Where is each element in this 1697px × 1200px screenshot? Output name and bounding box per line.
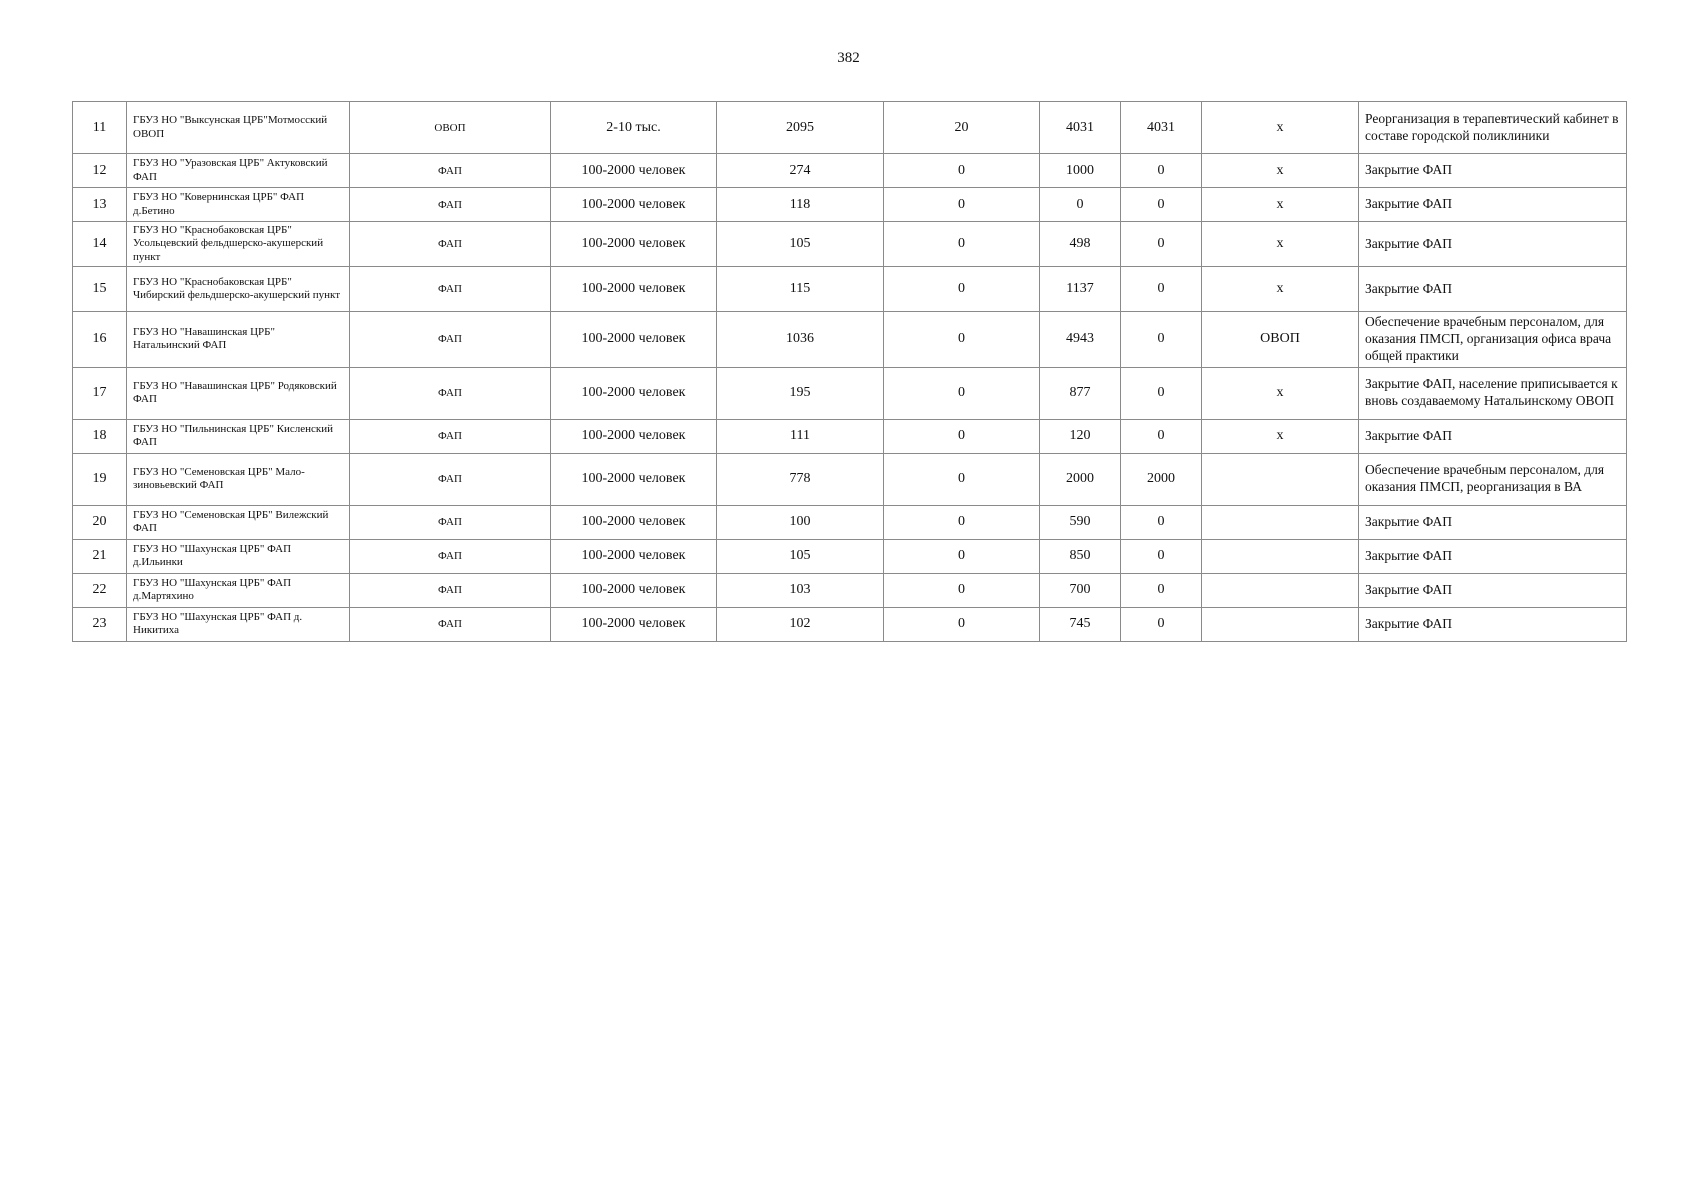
value-1: 1036 xyxy=(717,312,884,368)
table-row xyxy=(73,419,1627,453)
table-row xyxy=(73,607,1627,641)
table-row xyxy=(73,539,1627,573)
table-body xyxy=(73,102,1627,642)
value-2: 0 xyxy=(884,367,1040,419)
value-4: 0 xyxy=(1121,222,1202,267)
planned-action: Обеспечение врачебным персоналом, для оказания ПМСП, реорганизация в ВА xyxy=(1359,453,1627,505)
table-row xyxy=(73,188,1627,222)
organization-name: ГБУЗ НО "Уразовская ЦРБ" Актуковский ФАП xyxy=(127,154,350,188)
value-1: 105 xyxy=(717,539,884,573)
facility-type: ФАП xyxy=(350,188,551,222)
population-group: 100-2000 человек xyxy=(551,505,717,539)
row-number: 20 xyxy=(73,505,127,539)
value-1: 102 xyxy=(717,607,884,641)
proposed-type: х xyxy=(1202,267,1359,312)
value-4: 0 xyxy=(1121,367,1202,419)
value-1: 111 xyxy=(717,419,884,453)
planned-action: Закрытие ФАП xyxy=(1359,505,1627,539)
table-row xyxy=(73,453,1627,505)
value-2: 0 xyxy=(884,419,1040,453)
value-2: 0 xyxy=(884,573,1040,607)
population-group: 100-2000 человек xyxy=(551,573,717,607)
value-4: 0 xyxy=(1121,419,1202,453)
organization-name: ГБУЗ НО "Ковернинская ЦРБ" ФАП д.Бетино xyxy=(127,188,350,222)
row-number: 21 xyxy=(73,539,127,573)
organization-name: ГБУЗ НО "Выксунская ЦРБ"Мотмосский ОВОП xyxy=(127,102,350,154)
table-row xyxy=(73,267,1627,312)
value-2: 0 xyxy=(884,505,1040,539)
value-1: 115 xyxy=(717,267,884,312)
row-number: 12 xyxy=(73,154,127,188)
organization-name: ГБУЗ НО "Шахунская ЦРБ" ФАП д.Ильинки xyxy=(127,539,350,573)
value-1: 778 xyxy=(717,453,884,505)
proposed-type xyxy=(1202,573,1359,607)
population-group: 100-2000 человек xyxy=(551,267,717,312)
proposed-type: х xyxy=(1202,188,1359,222)
facility-type: ФАП xyxy=(350,419,551,453)
facility-type: ФАП xyxy=(350,312,551,368)
population-group: 100-2000 человек xyxy=(551,154,717,188)
value-3: 498 xyxy=(1040,222,1121,267)
organization-name: ГБУЗ НО "Шахунская ЦРБ" ФАП д.Мартяхино xyxy=(127,573,350,607)
facility-type: ФАП xyxy=(350,367,551,419)
page-number: 382 xyxy=(837,50,860,66)
row-number: 18 xyxy=(73,419,127,453)
population-group: 100-2000 человек xyxy=(551,188,717,222)
proposed-type: х xyxy=(1202,367,1359,419)
value-3: 590 xyxy=(1040,505,1121,539)
planned-action: Закрытие ФАП xyxy=(1359,222,1627,267)
value-2: 0 xyxy=(884,607,1040,641)
value-3: 120 xyxy=(1040,419,1121,453)
proposed-type xyxy=(1202,539,1359,573)
population-group: 100-2000 человек xyxy=(551,539,717,573)
value-2: 0 xyxy=(884,188,1040,222)
planned-action: Закрытие ФАП xyxy=(1359,573,1627,607)
proposed-type: ОВОП xyxy=(1202,312,1359,368)
population-group: 100-2000 человек xyxy=(551,419,717,453)
row-number: 11 xyxy=(73,102,127,154)
proposed-type: х xyxy=(1202,222,1359,267)
facility-type: ФАП xyxy=(350,267,551,312)
value-4: 0 xyxy=(1121,312,1202,368)
facility-type: ФАП xyxy=(350,222,551,267)
value-3: 1137 xyxy=(1040,267,1121,312)
value-4: 0 xyxy=(1121,607,1202,641)
table-row xyxy=(73,367,1627,419)
value-3: 700 xyxy=(1040,573,1121,607)
value-1: 105 xyxy=(717,222,884,267)
facility-type: ФАП xyxy=(350,539,551,573)
value-4: 0 xyxy=(1121,188,1202,222)
facility-type: ФАП xyxy=(350,453,551,505)
population-group: 100-2000 человек xyxy=(551,453,717,505)
facility-type: ОВОП xyxy=(350,102,551,154)
organization-name: ГБУЗ НО "Пильнинская ЦРБ" Кисленский ФАП xyxy=(127,419,350,453)
facilities-table xyxy=(72,101,1627,642)
facility-type: ФАП xyxy=(350,573,551,607)
value-2: 0 xyxy=(884,267,1040,312)
population-group: 100-2000 человек xyxy=(551,222,717,267)
value-3: 745 xyxy=(1040,607,1121,641)
planned-action: Закрытие ФАП xyxy=(1359,154,1627,188)
row-number: 23 xyxy=(73,607,127,641)
value-1: 195 xyxy=(717,367,884,419)
planned-action: Реорганизация в терапевтический кабинет в составе городской поликлиники xyxy=(1359,102,1627,154)
value-1: 100 xyxy=(717,505,884,539)
planned-action: Закрытие ФАП xyxy=(1359,539,1627,573)
proposed-type: х xyxy=(1202,102,1359,154)
row-number: 14 xyxy=(73,222,127,267)
value-3: 2000 xyxy=(1040,453,1121,505)
organization-name: ГБУЗ НО "Шахунская ЦРБ" ФАП д. Никитиха xyxy=(127,607,350,641)
value-4: 4031 xyxy=(1121,102,1202,154)
row-number: 17 xyxy=(73,367,127,419)
organization-name: ГБУЗ НО "Навашинская ЦРБ" Натальинский ФАП xyxy=(127,312,350,368)
proposed-type: х xyxy=(1202,419,1359,453)
planned-action: Закрытие ФАП xyxy=(1359,267,1627,312)
value-4: 0 xyxy=(1121,267,1202,312)
organization-name: ГБУЗ НО "Семеновская ЦРБ" Вилежский ФАП xyxy=(127,505,350,539)
value-3: 1000 xyxy=(1040,154,1121,188)
planned-action: Обеспечение врачебным персоналом, для оказания ПМСП, организация офиса врача общей практики xyxy=(1359,312,1627,368)
value-3: 850 xyxy=(1040,539,1121,573)
proposed-type xyxy=(1202,453,1359,505)
organization-name: ГБУЗ НО "Семеновская ЦРБ" Мало-зиновьевский ФАП xyxy=(127,453,350,505)
proposed-type xyxy=(1202,505,1359,539)
value-4: 0 xyxy=(1121,154,1202,188)
organization-name: ГБУЗ НО "Краснобаковская ЦРБ" Чибирский фельдшерско-акушерский пункт xyxy=(127,267,350,312)
value-1: 274 xyxy=(717,154,884,188)
table-row xyxy=(73,312,1627,368)
value-4: 0 xyxy=(1121,573,1202,607)
planned-action: Закрытие ФАП xyxy=(1359,607,1627,641)
row-number: 19 xyxy=(73,453,127,505)
value-4: 0 xyxy=(1121,539,1202,573)
population-group: 100-2000 человек xyxy=(551,367,717,419)
facility-type: ФАП xyxy=(350,154,551,188)
table-row xyxy=(73,573,1627,607)
table-row xyxy=(73,222,1627,267)
value-3: 0 xyxy=(1040,188,1121,222)
table-row xyxy=(73,154,1627,188)
value-3: 4031 xyxy=(1040,102,1121,154)
value-1: 103 xyxy=(717,573,884,607)
organization-name: ГБУЗ НО "Навашинская ЦРБ" Родяковский ФАП xyxy=(127,367,350,419)
value-3: 4943 xyxy=(1040,312,1121,368)
planned-action: Закрытие ФАП xyxy=(1359,188,1627,222)
value-2: 0 xyxy=(884,312,1040,368)
proposed-type xyxy=(1202,607,1359,641)
facility-type: ФАП xyxy=(350,505,551,539)
organization-name: ГБУЗ НО "Краснобаковская ЦРБ" Усольцевский фельдшерско-акушерский пункт xyxy=(127,222,350,267)
row-number: 16 xyxy=(73,312,127,368)
value-2: 0 xyxy=(884,154,1040,188)
facility-type: ФАП xyxy=(350,607,551,641)
value-2: 20 xyxy=(884,102,1040,154)
value-2: 0 xyxy=(884,453,1040,505)
value-1: 118 xyxy=(717,188,884,222)
value-4: 2000 xyxy=(1121,453,1202,505)
planned-action: Закрытие ФАП, население приписывается к вновь создаваемому Натальинскому ОВОП xyxy=(1359,367,1627,419)
proposed-type: х xyxy=(1202,154,1359,188)
population-group: 2-10 тыс. xyxy=(551,102,717,154)
row-number: 15 xyxy=(73,267,127,312)
value-2: 0 xyxy=(884,539,1040,573)
table-row xyxy=(73,505,1627,539)
population-group: 100-2000 человек xyxy=(551,312,717,368)
value-1: 2095 xyxy=(717,102,884,154)
row-number: 13 xyxy=(73,188,127,222)
value-4: 0 xyxy=(1121,505,1202,539)
row-number: 22 xyxy=(73,573,127,607)
planned-action: Закрытие ФАП xyxy=(1359,419,1627,453)
population-group: 100-2000 человек xyxy=(551,607,717,641)
table-row xyxy=(73,102,1627,154)
value-3: 877 xyxy=(1040,367,1121,419)
value-2: 0 xyxy=(884,222,1040,267)
